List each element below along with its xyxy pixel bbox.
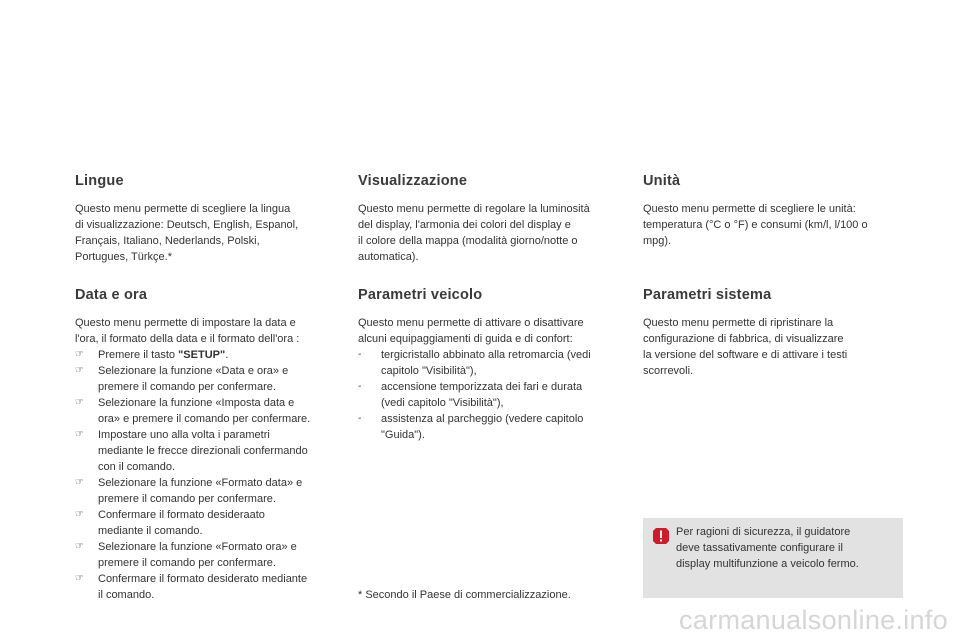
step-line: con il comando. — [98, 461, 176, 473]
pointing-hand-icon: ☞ — [75, 429, 84, 440]
list-item — [358, 347, 633, 379]
step-item — [75, 571, 345, 603]
visualizzazione-line: Questo menu permette di regolare la luminosità — [358, 203, 590, 215]
unita-line: mpg). — [643, 235, 672, 247]
parametri-sistema-line: scorrevoli. — [643, 365, 694, 377]
list-line: "Guida"). — [381, 429, 425, 441]
step-line: Impostare uno alla volta i parametri — [98, 429, 270, 441]
step-item — [75, 363, 345, 395]
pointing-hand-icon: ☞ — [75, 477, 84, 488]
parametri-sistema-text — [643, 315, 905, 379]
step-item — [75, 539, 345, 571]
lingue-line: Portugues, Türkçe.* — [75, 251, 173, 263]
list-line: (vedi capitolo "Visibilità"), — [381, 397, 504, 409]
dash-marker: - — [358, 413, 362, 424]
data-ora-intro-line: l'ora, il formato della data e il formato dell'ora : — [75, 333, 300, 345]
section-title-lingue: Lingue — [75, 173, 124, 189]
step-line: premere il comando per confermare. — [98, 493, 276, 505]
list-line: assistenza al parcheggio (vedere capitolo — [381, 413, 584, 425]
step-line: ora» e premere il comando per confermare. — [98, 413, 311, 425]
step-line: premere il comando per confermare. — [98, 557, 276, 569]
warning-line: deve tassativamente configurare il — [676, 542, 843, 554]
lingue-line: di visualizzazione: Deutsch, English, Espanol, — [75, 219, 299, 231]
step-line: premere il comando per confermare. — [98, 381, 276, 393]
footnote: * Secondo il Paese di commercializzazione. — [358, 589, 571, 601]
visualizzazione-line: il colore della mappa (modalità giorno/notte o — [358, 235, 578, 247]
section-title-data-ora: Data e ora — [75, 287, 148, 303]
list-line: capitolo "Visibilità"), — [381, 365, 477, 377]
data-ora-intro — [75, 315, 345, 347]
dash-marker: - — [358, 381, 362, 392]
unita-text — [643, 201, 905, 249]
step-line: Confermare il formato desiderato mediante — [98, 573, 308, 585]
column-left — [75, 172, 345, 603]
parametri-veicolo-list — [358, 347, 633, 443]
unita-line: temperatura (°C o °F) e consumi (km/l, l/100 o — [643, 219, 868, 231]
step1-suffix: . — [225, 349, 229, 361]
step-item — [75, 427, 345, 475]
step-item — [75, 395, 345, 427]
step1-prefix: Premere il tasto — [98, 349, 179, 361]
step-line: Selezionare la funzione «Formato ora» e — [98, 541, 297, 553]
warning-text — [676, 524, 898, 572]
pointing-hand-icon: ☞ — [75, 573, 84, 584]
section-title-visualizzazione: Visualizzazione — [358, 173, 468, 189]
watermark-text: carmanualsonline.info — [679, 605, 948, 635]
step-line: il comando. — [98, 589, 155, 601]
list-item — [358, 379, 633, 411]
lingue-text — [75, 201, 345, 265]
parametri-veicolo-intro-line: Questo menu permette di attivare o disattivare — [358, 317, 584, 329]
pointing-hand-icon: ☞ — [75, 509, 84, 520]
data-ora-intro-line: Questo menu permette di impostare la data e — [75, 317, 296, 329]
parametri-sistema-line: la versione del software e di attivare i testi — [643, 349, 848, 361]
dash-marker: - — [358, 349, 362, 360]
visualizzazione-line: automatica). — [358, 251, 419, 263]
pointing-hand-icon: ☞ — [75, 541, 84, 552]
safety-warning-box — [643, 518, 903, 598]
list-line: tergicristallo abbinato alla retromarcia (vedi — [381, 349, 591, 361]
unita-line: Questo menu permette di scegliere le unità: — [643, 203, 856, 215]
warning-line: display multifunzione a veicolo fermo. — [676, 558, 859, 570]
column-middle — [358, 172, 633, 443]
parametri-veicolo-intro — [358, 315, 633, 347]
data-ora-steps — [75, 347, 345, 603]
step-item — [75, 475, 345, 507]
step-line: mediante le frecce direzionali confermando — [98, 445, 308, 457]
parametri-veicolo-intro-line: alcuni equipaggiamenti di guida e di confort: — [358, 333, 573, 345]
step-line: Selezionare la funzione «Imposta data e — [98, 397, 295, 409]
lingue-line: Français, Italiano, Nederlands, Polski, — [75, 235, 260, 247]
section-title-parametri-veicolo: Parametri veicolo — [358, 287, 483, 303]
parametri-sistema-line: Questo menu permette di ripristinare la — [643, 317, 834, 329]
visualizzazione-line: del display, l'armonia dei colori del display e — [358, 219, 571, 231]
visualizzazione-text — [358, 201, 633, 265]
warning-line: Per ragioni di sicurezza, il guidatore — [676, 526, 851, 538]
step-item — [75, 347, 345, 363]
pointing-hand-icon: ☞ — [75, 349, 84, 360]
pointing-hand-icon: ☞ — [75, 365, 84, 376]
pointing-hand-icon: ☞ — [75, 397, 84, 408]
step-item — [75, 507, 345, 539]
setup-key-label: "SETUP" — [178, 349, 226, 361]
step-line: Selezionare la funzione «Data e ora» e — [98, 365, 289, 377]
step-line: Selezionare la funzione «Formato data» e — [98, 477, 303, 489]
section-title-unita: Unità — [643, 173, 681, 189]
column-right — [643, 172, 905, 379]
warning-exclamation-icon — [652, 527, 670, 545]
step-line: mediante il comando. — [98, 525, 203, 537]
list-item — [358, 411, 633, 443]
parametri-sistema-line: configurazione di fabbrica, di visualizzare — [643, 333, 844, 345]
step-line: Confermare il formato desideraato — [98, 509, 265, 521]
section-title-parametri-sistema: Parametri sistema — [643, 287, 772, 303]
lingue-line: Questo menu permette di scegliere la lingua — [75, 203, 291, 215]
list-line: accensione temporizzata dei fari e durata — [381, 381, 583, 393]
